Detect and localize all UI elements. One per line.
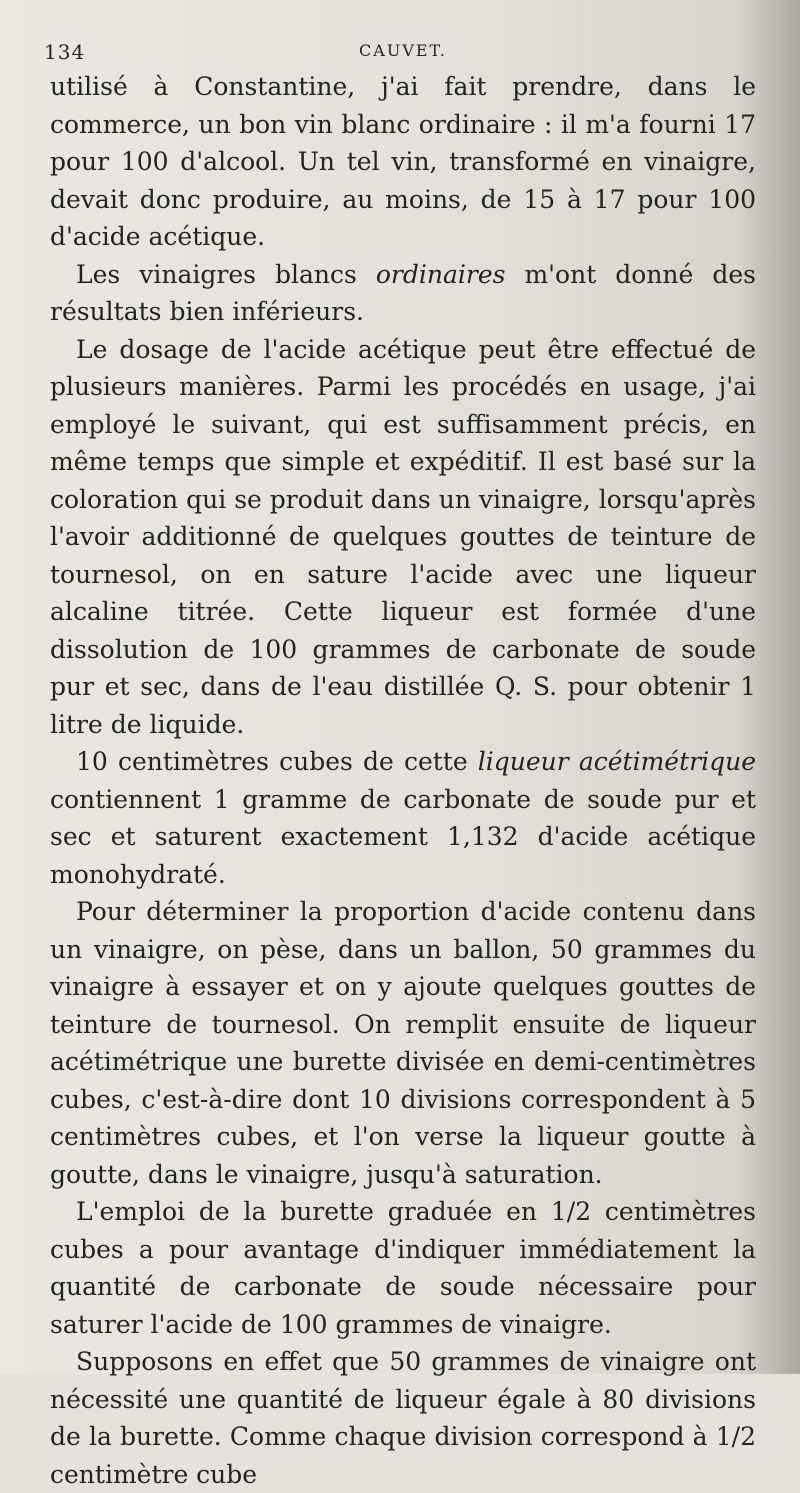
body-text <box>50 68 756 1493</box>
page-number: 134 <box>44 40 86 64</box>
paragraph-determination: Pour déterminer la proportion d'acide contenu dans un vinaigre, on pèse, dans un ballon, 50 grammes du vinaigre à essayer et on y ajoute quelques gouttes de teinture de tournesol. On remplit ensuite de liqueur acétimétrique une burette divisée en demi-centimètres cubes, c'est-à-dire dont 10 divisions correspondent à 5 centimètres cubes, et l'on verse la liqueur goutte à goutte, dans le vinaigre, jusqu'à saturation. <box>50 897 756 1189</box>
paragraph-vinaigres-blancs: Les vinaigres blancs ordinaires m'ont donné des résultats bien inférieurs. <box>50 259 756 326</box>
italic-liqueur-acetimetrique: liqueur acétimétrique <box>477 747 756 776</box>
paragraph-continuation: utilisé à Constantine, j'ai fait prendre, dans le commerce, un bon vin blanc ordinaire : il m'a fourni 17 pour 100 d'alcool. Un tel vin, transformé en vinaigre, devait donc produire, au moins, de 15 à 17 pour 100 d'acide acétique. <box>50 72 756 251</box>
italic-ordinaires: ordinaires <box>375 259 506 289</box>
paragraph-liqueur-acetimetrique: 10 centimètres cubes de cette liqueur acétimétrique contiennent 1 gramme de carbonate de soude pur et sec et saturent exactement 1,132 d'acide acétique monohydraté. <box>50 747 756 889</box>
paragraph-burette: L'emploi de la burette graduée en 1/2 centimètres cubes a pour avantage d'indiquer immédiatement la quantité de carbonate de soude nécessaire pour saturer l'acide de 100 grammes de vinaigre. <box>50 1197 756 1339</box>
paragraph-supposons: Supposons en effet que 50 grammes de vinaigre ont nécessité une quantité de liqueur égale à 80 divisions de la burette. Comme chaque division correspond à 1/2 centimètre cube <box>50 1347 756 1489</box>
running-head: CAUVET. <box>359 41 447 60</box>
paragraph-dosage: Le dosage de l'acide acétique peut être effectué de plusieurs manières. Parmi les procédés en usage, j'ai employé le suivant, qui est suffisamment précis, en même temps que simple et expéditif. Il est basé sur la coloration qui se produit dans un vinaigre, lorsqu'après l'avoir additionné de quelques gouttes de teinture de tournesol, on en sature l'acide avec une liqueur alcaline titrée. Cette liqueur est formée d'une dissolution de 100 grammes de carbonate de soude pur et sec, dans de l'eau distillée Q. S. pour obtenir 1 litre de liquide. <box>50 334 756 739</box>
page-header <box>44 28 756 68</box>
